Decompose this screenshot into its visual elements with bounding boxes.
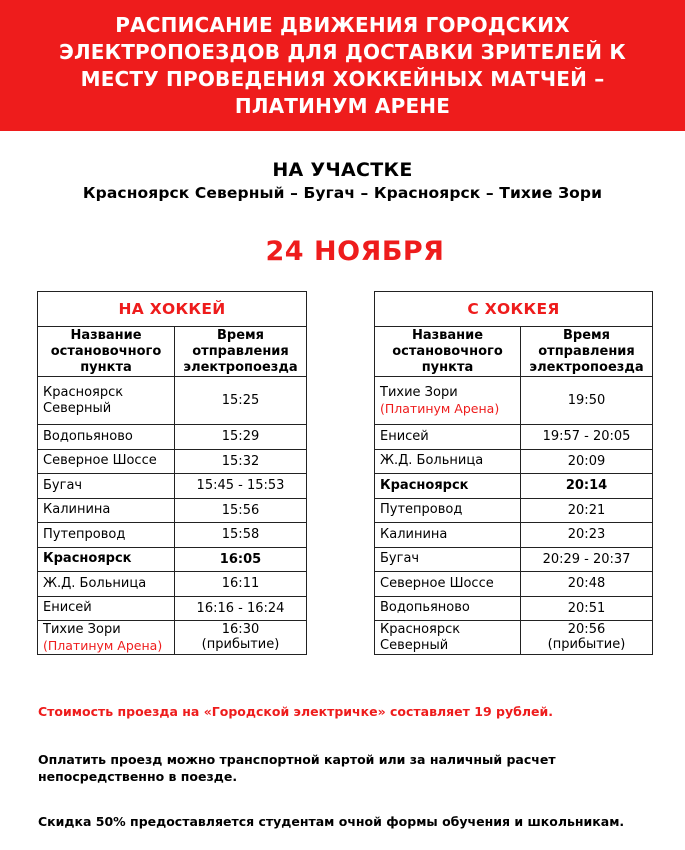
table-row [375, 377, 653, 425]
departure-time: 15:25 [221, 393, 260, 408]
stop-name-cell [375, 498, 521, 523]
departure-time-cell [521, 377, 653, 425]
section-heading: НА УЧАСТКЕ [272, 159, 413, 181]
stop-name-cell [38, 498, 175, 523]
stop-name: Бугач [43, 477, 83, 493]
departure-time: 15:45 - 15:53 [196, 478, 285, 494]
departure-time: 15:29 [221, 429, 260, 445]
arrival-note: (прибытие) [201, 637, 280, 652]
departure-time-cell [521, 474, 653, 499]
stop-name-cell [38, 449, 175, 474]
departure-time-cell [175, 523, 307, 548]
departure-time: 20:51 [567, 600, 606, 616]
stop-name-cell [375, 425, 521, 450]
departure-time: 16:11 [221, 576, 260, 592]
departure-time-cell [175, 377, 307, 425]
stop-name: Путепровод [43, 526, 126, 542]
stop-name-cell [38, 547, 175, 572]
table-row [375, 523, 653, 548]
departure-time: 15:58 [221, 527, 260, 543]
departure-time: 20:09 [567, 453, 606, 469]
header-banner [0, 0, 685, 131]
stop-name: Бугач [380, 551, 420, 567]
departure-time: 15:56 [221, 502, 260, 518]
table-row [375, 596, 653, 621]
departure-time: 19:50 [567, 393, 606, 408]
stop-name: Красноярск Северный [380, 621, 461, 653]
stop-name-cell [38, 621, 175, 655]
departure-time-cell [521, 621, 653, 655]
departure-time: 19:57 - 20:05 [542, 429, 631, 445]
departure-time-cell [175, 621, 307, 655]
column-header-stop: Название остановочного пункта [38, 327, 175, 377]
stop-name: Северное Шоссе [380, 575, 494, 591]
departure-time: 20:48 [567, 576, 606, 592]
departure-time: 16:05 [219, 551, 262, 567]
stop-name: Ж.Д. Больница [43, 575, 147, 591]
stop-name-cell [375, 572, 521, 597]
departure-time: 20:56 [567, 622, 606, 637]
departure-time-cell [175, 498, 307, 523]
departure-time-cell [175, 474, 307, 499]
table-row [375, 449, 653, 474]
stop-name-cell [375, 621, 521, 655]
arrival-note: (прибытие) [547, 637, 626, 652]
stop-name-cell [38, 425, 175, 450]
departure-time: 16:16 - 16:24 [196, 600, 285, 616]
stop-name-cell [375, 523, 521, 548]
stop-name-cell [375, 474, 521, 499]
departure-time-cell [521, 425, 653, 450]
stop-name-cell [38, 474, 175, 499]
route-subtitle: Красноярск Северный – Бугач – Красноярск – Тихие Зори [82, 184, 603, 202]
table-row [38, 572, 307, 597]
departure-time: 20:21 [567, 502, 606, 518]
table-row [38, 425, 307, 450]
payment-note: Оплатить проезд можно транспортной картой или за наличный расчет непосредственно в поезде. [38, 752, 556, 784]
stop-name-cell [375, 449, 521, 474]
stop-name: Северное Шоссе [43, 453, 157, 469]
departure-time-cell [521, 547, 653, 572]
stop-name: Калинина [43, 502, 111, 518]
stop-name: Водопьяново [380, 600, 470, 616]
from-hockey-table [374, 291, 653, 655]
departure-time: 16:30 [221, 622, 260, 637]
table-row [38, 498, 307, 523]
table-row [375, 547, 653, 572]
date-heading: 24 НОЯБРЯ [265, 236, 445, 267]
table-row [375, 498, 653, 523]
stop-name: Енисей [43, 600, 92, 616]
column-header-time: Время отправления электропоезда [521, 327, 653, 377]
stop-name: Енисей [380, 428, 429, 444]
table-row [38, 523, 307, 548]
departure-time-cell [175, 449, 307, 474]
stop-name: Водопьяново [43, 428, 133, 444]
table-row [38, 621, 307, 655]
stop-name-cell [38, 596, 175, 621]
stop-name: Красноярск [380, 477, 469, 493]
table-row [38, 474, 307, 499]
stop-name: Красноярск Северный [43, 384, 124, 416]
stop-subtitle: (Платинум Арена) [380, 401, 500, 416]
departure-time-cell [175, 596, 307, 621]
stop-name-cell [375, 377, 521, 425]
departure-time: 20:23 [567, 527, 606, 543]
departure-time: 20:29 - 20:37 [542, 551, 631, 567]
departure-time-cell [521, 498, 653, 523]
departure-time-cell [521, 449, 653, 474]
departure-time: 15:32 [221, 453, 260, 469]
stop-name-cell [38, 523, 175, 548]
departure-time: 20:14 [565, 478, 608, 494]
table-row [38, 449, 307, 474]
departure-time-cell [175, 547, 307, 572]
departure-time-cell [521, 572, 653, 597]
table-row [38, 377, 307, 425]
departure-time-cell [521, 523, 653, 548]
stop-name-cell [375, 596, 521, 621]
stop-name-cell [375, 547, 521, 572]
stop-name: Калинина [380, 526, 448, 542]
stop-name: Тихие Зори [380, 385, 458, 400]
stop-name: Путепровод [380, 502, 463, 518]
stop-name: Тихие Зори [43, 622, 121, 637]
departure-time-cell [175, 425, 307, 450]
table-title: НА ХОККЕЙ [38, 292, 307, 327]
to-hockey-table [37, 291, 307, 655]
discount-note: Скидка 50% предоставляется студентам очной формы обучения и школьникам. [38, 814, 625, 829]
column-header-stop: Название остановочного пункта [375, 327, 521, 377]
stop-name: Красноярск [43, 551, 132, 567]
departure-time-cell [175, 572, 307, 597]
table-row [375, 425, 653, 450]
stop-name: Ж.Д. Больница [380, 453, 484, 469]
table-row [375, 572, 653, 597]
stop-name-cell [38, 572, 175, 597]
departure-time-cell [521, 596, 653, 621]
table-title: С ХОККЕЯ [375, 292, 653, 327]
page-title: РАСПИСАНИЕ ДВИЖЕНИЯ ГОРОДСКИХ ЭЛЕКТРОПОЕЗДОВ ДЛЯ ДОСТАВКИ ЗРИТЕЛЕЙ К МЕСТУ ПРОВЕДЕНИЯ ХОККЕЙНЫХ МАТЧЕЙ – ПЛАТИНУМ АРЕНЕ [59, 12, 626, 118]
table-row [38, 596, 307, 621]
column-header-time: Время отправления электропоезда [175, 327, 307, 377]
fare-note: Стоимость проезда на «Городской электричке» составляет 19 рублей. [38, 704, 553, 719]
stop-subtitle: (Платинум Арена) [43, 638, 163, 653]
table-row [375, 621, 653, 655]
stop-name-cell [38, 377, 175, 425]
table-row [38, 547, 307, 572]
table-row [375, 474, 653, 499]
